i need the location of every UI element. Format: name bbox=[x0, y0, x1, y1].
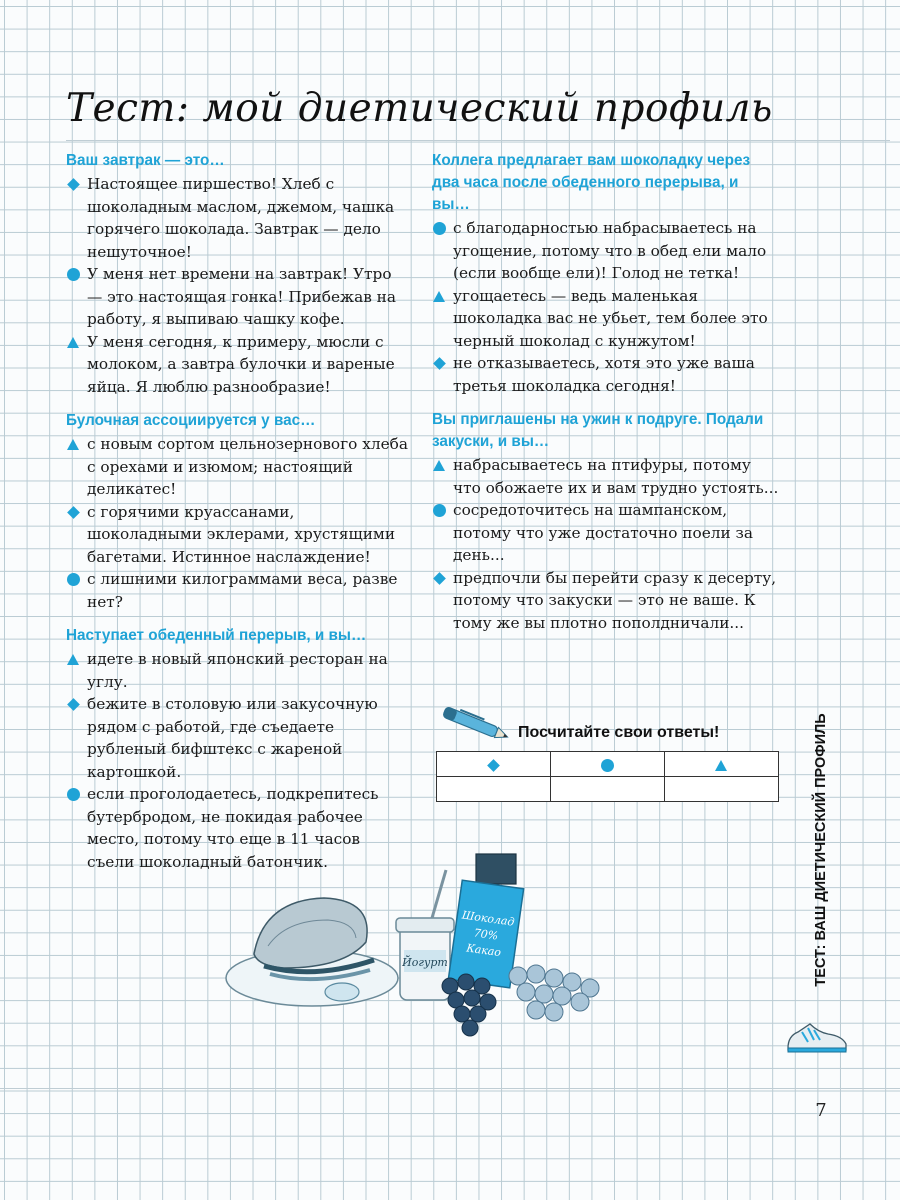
food-illustration bbox=[224, 850, 614, 1050]
circle-icon bbox=[433, 504, 446, 517]
answer-text: если проголодаетесь, подкрепитесь бутербродом, не покидая рабочее место, потому что еще в 11 часов съели шоколадный батончик. bbox=[87, 785, 379, 871]
table-header-row bbox=[437, 752, 779, 777]
page-number: 7 bbox=[815, 1100, 827, 1121]
count-table bbox=[436, 751, 779, 802]
answer-item bbox=[432, 352, 780, 397]
answer-text: угощаетесь — ведь маленькая шоколадка вас не убьет, тем более это черный шоколад с кунжутом! bbox=[453, 286, 768, 350]
triangle-icon bbox=[433, 459, 446, 472]
header-cell-diamond bbox=[437, 752, 551, 777]
question-chocolate bbox=[432, 150, 780, 397]
question-breakfast bbox=[66, 150, 410, 398]
left-column bbox=[66, 150, 410, 885]
question-heading: Наступает обеденный перерыв, и вы… bbox=[66, 627, 367, 644]
table-count-row bbox=[437, 777, 779, 802]
page-title: Тест: мой диетический профиль bbox=[66, 86, 773, 131]
header-cell-circle bbox=[551, 752, 665, 777]
chocolate-cocoa: Какао bbox=[465, 941, 502, 960]
answer-text: У меня нет времени на завтрак! Утро — это настоящая гонка! Прибежав на работу, я выпиваю чашку кофе. bbox=[87, 265, 397, 328]
answer-item bbox=[66, 433, 410, 501]
circle-icon bbox=[601, 759, 614, 772]
chocolate-percent: 70% bbox=[472, 926, 499, 943]
circle-icon bbox=[67, 573, 80, 586]
diamond-icon bbox=[487, 759, 500, 772]
dark-grapes-icon bbox=[442, 974, 496, 1036]
question-lunch bbox=[66, 625, 410, 873]
header-cell-triangle bbox=[665, 752, 779, 777]
diamond-icon bbox=[433, 572, 446, 585]
count-cell-circle[interactable] bbox=[551, 777, 665, 802]
right-column bbox=[432, 150, 780, 646]
answer-item bbox=[432, 454, 780, 499]
question-heading: Коллега предлагает вам шоколадку через два часа после обеденного перерыва, и вы… bbox=[432, 152, 751, 213]
answer-item bbox=[66, 263, 410, 331]
triangle-icon bbox=[67, 438, 80, 451]
light-grapes-icon bbox=[509, 965, 599, 1021]
answer-text: набрасываетесь на птифуры, потому что обожаете их и вам трудно устоять... bbox=[453, 456, 779, 497]
count-cell-triangle[interactable] bbox=[665, 777, 779, 802]
circle-icon bbox=[67, 788, 80, 801]
triangle-icon bbox=[67, 653, 80, 666]
question-dinner bbox=[432, 409, 780, 634]
answer-text: с лишними килограммами веса, разве нет? bbox=[87, 570, 398, 611]
answer-text: предпочли бы перейти сразу к десерту, потому что закуски — это не ваше. К тому же вы плотно пополдничали... bbox=[453, 568, 777, 632]
answer-item bbox=[66, 501, 410, 569]
diamond-icon bbox=[67, 506, 80, 519]
sneaker-icon bbox=[784, 1018, 850, 1056]
triangle-icon bbox=[433, 290, 446, 303]
circle-icon bbox=[67, 268, 80, 281]
answer-text: У меня сегодня, к примеру, мюсли с молоком, а завтра булочки и вареные яйца. Я люблю разнообразие! bbox=[87, 332, 395, 396]
footer-divider bbox=[0, 1088, 900, 1089]
answer-text: идете в новый японский ресторан на углу. bbox=[87, 650, 388, 691]
egg-icon bbox=[325, 983, 359, 1001]
yogurt-label: Йогурт bbox=[402, 956, 448, 969]
pen-icon bbox=[434, 706, 514, 742]
triangle-icon bbox=[67, 336, 80, 349]
answer-item bbox=[66, 693, 410, 783]
count-title: Посчитайте свои ответы! bbox=[518, 724, 720, 741]
count-cell-diamond[interactable] bbox=[437, 777, 551, 802]
answer-text: с горячими круассанами, шоколадными эклерами, хрустящими багетами. Истинное наслаждение! bbox=[87, 502, 396, 566]
answer-item bbox=[432, 567, 780, 635]
answer-text: Настоящее пиршество! Хлеб с шоколадным маслом, джемом, чашка горячего шоколада. Завтрак — дело нешуточное! bbox=[87, 175, 395, 261]
answer-item bbox=[66, 331, 410, 399]
answer-text: с новым сортом цельнозернового хлеба с орехами и изюмом; настоящий деликатес! bbox=[87, 435, 408, 498]
title-divider bbox=[66, 140, 890, 141]
chocolate-label: Шоколад bbox=[461, 908, 516, 929]
answer-text: бежите в столовую или закусочную рядом с работой, где съедаете рубленый бифштекс с жареной картошкой. bbox=[87, 695, 378, 781]
chocolate-bar-icon bbox=[448, 854, 523, 988]
answer-text: с благодарностью набрасываетесь на угощение, потому что в обед ели мало (если вообще ели)! Голод не тетка! bbox=[453, 219, 767, 282]
diamond-icon bbox=[433, 357, 446, 370]
answer-text: сосредоточитесь на шампанском, потому что уже достаточно поели за день... bbox=[453, 501, 753, 564]
side-label-text: ТЕСТ: ВАШ ДИЕТИЧЕСКИЙ ПРОФИЛЬ bbox=[813, 713, 829, 987]
answer-text: не отказываетесь, хотя это уже ваша третья шоколадка сегодня! bbox=[453, 354, 755, 395]
answer-item bbox=[432, 499, 780, 567]
answer-item bbox=[66, 648, 410, 693]
question-bakery bbox=[66, 410, 410, 613]
side-section-label bbox=[806, 713, 836, 987]
answer-item bbox=[432, 285, 780, 353]
circle-icon bbox=[433, 222, 446, 235]
question-heading: Булочная ассоциируется у вас… bbox=[66, 412, 316, 429]
diamond-icon bbox=[67, 698, 80, 711]
answer-item bbox=[66, 568, 410, 613]
question-heading: Вы приглашены на ужин к подруге. Подали закуски, и вы… bbox=[432, 411, 764, 450]
answer-item bbox=[66, 173, 410, 263]
diamond-icon bbox=[67, 178, 80, 191]
question-heading: Ваш завтрак — это… bbox=[66, 152, 225, 169]
answer-item bbox=[432, 217, 780, 285]
triangle-icon bbox=[715, 759, 728, 772]
